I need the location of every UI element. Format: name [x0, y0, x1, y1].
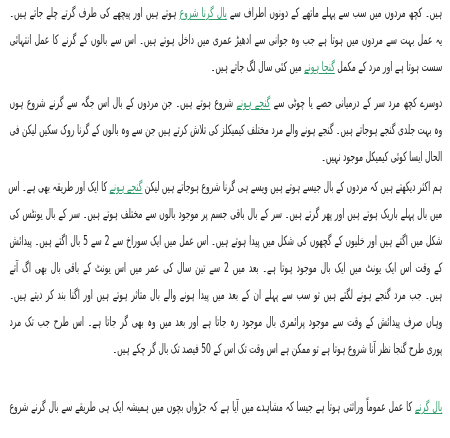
keyword-link[interactable]: گنجے ہونے	[236, 96, 270, 111]
text-segment: وہ بہت جلدی گنجے ہوجاتے ہیں۔ گنجے ہونے والے مرد مختلف کیمیکلز کی تلاش کرتے ہیں جن سے وہ بالوں کے گرنا روک سکیں لیکن فی	[9, 123, 443, 138]
text-segment: کے وقت اس ایک یونٹ میں ایک بال موجود ہوتا ہے۔ بعد میں 2 سے تین سال کی عمر میں اس یونٹ کے باقی بال بھی اگ آتے	[9, 261, 442, 276]
text-segment: کا ایک اور طریقہ بھی ہے۔ اس	[8, 180, 110, 195]
text-line	[8, 255, 442, 282]
text-line	[8, 174, 442, 201]
paragraph	[8, 0, 442, 81]
text-segment: ہیں۔ جب مرد گنجے ہونے لگتے ہیں تو سب سے پہلے ان کے بعد میں پیدا ہونے والے بال متاثر ہوتے ہیں اور اگنا بند کر دیتے ہیں۔	[9, 288, 443, 303]
text-line	[8, 27, 442, 54]
paragraph	[8, 174, 442, 363]
text-line	[8, 228, 442, 255]
keyword-link[interactable]: گنجے ہونے	[109, 180, 143, 195]
text-line	[8, 282, 442, 309]
paragraph	[8, 90, 442, 171]
text-line	[8, 201, 442, 228]
text-segment: ہم اکثر دیکھتے ہیں کہ مردوں کے بال جیسے ہوتے ہیں ویسے ہی گرنا شروع ہوجاتے ہیں لیکن	[142, 180, 442, 195]
keyword-link[interactable]: گنجا ہونے	[303, 60, 335, 75]
text-segment: شروع ہوتے ہیں۔ جن مردوں کے بال اس جگہ سے گرنے شروع ہوں	[9, 96, 237, 111]
text-line	[8, 90, 442, 117]
text-segment: دوسرے کچھ مرد سر کے درمیانی حصے یا چوٹی سے	[269, 96, 442, 111]
text-segment: ہوتے ہیں اور پیچھے کی طرف گرتے چلے جاتے ہیں۔	[9, 6, 180, 21]
text-line	[8, 0, 442, 27]
text-line	[8, 144, 442, 171]
text-segment: سست ہوتا ہے اور مرد کے مکمل	[334, 60, 442, 75]
paragraph	[8, 394, 442, 421]
text-line	[8, 394, 442, 421]
text-segment: میں بال پہلے باریک ہوتے ہیں اور پھر گرتے ہیں۔ سر کے بال باقی جسم پر موجود بالوں سے مختلف ہوتے ہیں۔ سر کے بال یونٹس کی	[9, 207, 443, 222]
text-segment: وہاں صرف پیدائش کے وقت سے موجود پرائمری بال موجود رہ جاتا ہے اور بعد میں وہ بھی گر جاتا ہے۔ اس طرح جب تک مرد	[9, 315, 443, 330]
text-segment: الحال ایسا کوئی کیمیکل موجود نہیں۔	[321, 150, 442, 165]
text-segment: میں کئی سال لگ جاتے ہیں۔	[210, 60, 304, 75]
text-segment: شکل میں اگتے ہیں اور خلیوں کے گچھوں کی شکل میں پیدا ہوتے ہیں۔ اس عمل میں ایک سوراخ سے 2 سے 5 بال اگتے ہیں۔ پیدائش	[9, 234, 442, 249]
text-segment: ہیں۔ کچھ مردوں میں سب سے پہلے ماتھے کے دونوں اطراف سے	[226, 6, 442, 21]
text-line	[8, 336, 442, 363]
text-line	[8, 309, 442, 336]
text-segment: کا عمل عموماً وراثتی ہوتا ہے جیسا کہ مشاہدے میں آیا ہے کہ جڑواں بچوں میں ہمیشہ ایک ہی طریقے سے بال گرنے شروع	[9, 400, 415, 415]
text-segment: یہ عمل بہت سے مردوں میں ہوتا ہے جب وہ جوانی سے ادھیڑ عمری میں داخل ہوتے ہیں۔ اس سے بالوں کے گرنے کا عمل انتہائی	[9, 33, 443, 48]
keyword-link[interactable]: بال گرنے	[414, 400, 442, 415]
text-line	[8, 117, 442, 144]
text-segment: پوری طرح گنجا نظر آنا شروع ہوتا ہے تو ممکن ہے اس وقت تک اس کے 50 فیصد تک بال گر چکے ہیں۔	[112, 342, 442, 357]
text-line	[8, 54, 442, 81]
keyword-link[interactable]: بال گرنا شروع	[179, 6, 227, 21]
